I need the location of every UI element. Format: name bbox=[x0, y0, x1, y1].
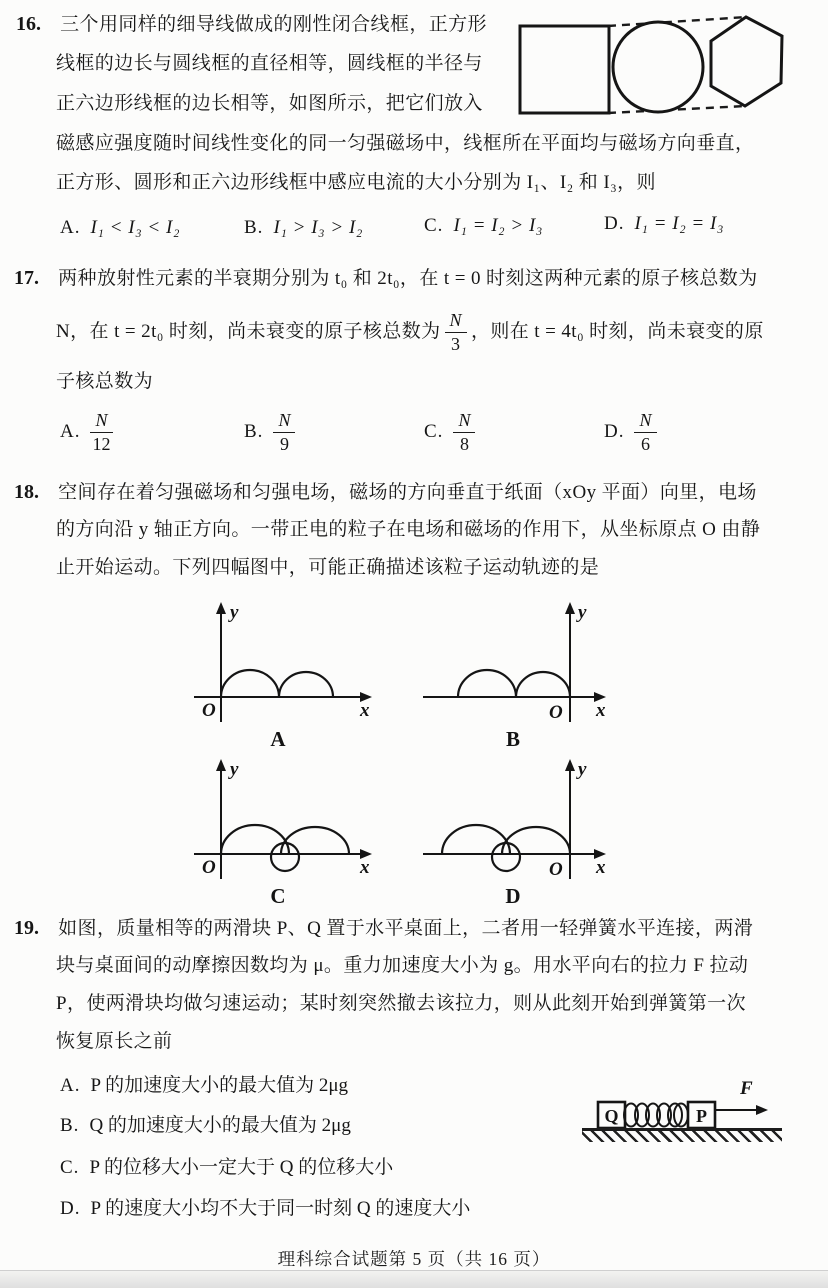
q16-option-d-formula: I₁ = I₂ = I₃ bbox=[634, 213, 724, 234]
q17-row1 bbox=[14, 266, 758, 291]
x-label: x bbox=[360, 857, 370, 878]
q19-option-d-text: P 的速度大小均不大于同一时刻 Q 的速度大小 bbox=[90, 1198, 471, 1219]
q17-line-2-post: ，则在 t = 4t₀ 时刻，尚未衰变的原 bbox=[470, 321, 764, 342]
origin-label: O bbox=[549, 859, 563, 880]
x-label: x bbox=[596, 700, 606, 721]
origin-label: O bbox=[202, 857, 216, 878]
q18-graph-b bbox=[418, 600, 610, 750]
y-axis-arrow bbox=[216, 759, 226, 771]
q19-number: 19. bbox=[14, 917, 39, 939]
q19-line-2: 块与桌面间的动摩擦因数均为 μ。重力加速度大小为 g。用水平向右的拉力 F 拉动 bbox=[56, 955, 749, 976]
x-label: x bbox=[360, 700, 370, 721]
q16-option-c-label: C. bbox=[424, 215, 444, 236]
q17-option-a-num: N bbox=[90, 410, 112, 433]
y-label: y bbox=[230, 759, 239, 780]
q17-option-a-fraction bbox=[90, 410, 112, 454]
circle-frame bbox=[613, 22, 703, 112]
q16-option-b-formula: I₁ > I₃ > I₂ bbox=[273, 217, 363, 238]
q18-graph-d bbox=[418, 757, 610, 907]
q16-row1 bbox=[16, 12, 487, 37]
q19-figure bbox=[580, 1076, 828, 1171]
q19-option-b-label: B. bbox=[60, 1115, 80, 1136]
trajectory-c-loop bbox=[271, 843, 299, 871]
q16-option-c bbox=[424, 215, 543, 237]
q16-line-3: 正六边形线框的边长相等，如图所示，把它们放入 bbox=[56, 93, 483, 114]
q19-option-c-label: C. bbox=[60, 1157, 80, 1178]
q17-option-b-den: 9 bbox=[279, 434, 289, 454]
q17-option-a-den: 12 bbox=[92, 434, 111, 454]
q16-line-1: 三个用同样的细导线做成的刚性闭合线框，正方形 bbox=[60, 14, 487, 35]
q17-option-b-num: N bbox=[273, 410, 295, 433]
q17-option-c bbox=[424, 404, 475, 460]
q17-inline-fraction-den: 3 bbox=[451, 334, 461, 354]
force-label: F bbox=[740, 1078, 753, 1099]
q18-row1 bbox=[14, 480, 757, 505]
q18-graph-c bbox=[186, 757, 378, 907]
q19-option-c-text: P 的位移大小一定大于 Q 的位移大小 bbox=[89, 1157, 394, 1178]
q16-option-c-formula: I₁ = I₂ > I₃ bbox=[453, 215, 543, 236]
q16-option-b bbox=[244, 217, 363, 239]
y-label: y bbox=[578, 759, 587, 780]
block-q-label: Q bbox=[604, 1106, 619, 1126]
q19-option-d bbox=[60, 1193, 470, 1220]
q16-line-5: 正方形、圆形和正六边形线框中感应电流的大小分别为 I₁、I₂ 和 I₃，则 bbox=[56, 172, 656, 193]
block-p-label: P bbox=[696, 1106, 707, 1126]
q19-option-a-text: P 的加速度大小的最大值为 2μg bbox=[90, 1075, 349, 1096]
page-footer: 理科综合试题第 5 页（共 16 页） bbox=[277, 1249, 551, 1269]
q18-line-3: 止开始运动。下列四幅图中，可能正确描述该粒子运动轨迹的是 bbox=[56, 557, 600, 578]
q16-option-a-label: A. bbox=[60, 217, 81, 238]
q19-option-c bbox=[60, 1152, 393, 1179]
q19-option-b bbox=[60, 1110, 351, 1137]
graph-d-letter: D bbox=[505, 884, 521, 907]
q16-option-d bbox=[604, 213, 724, 235]
q18-number: 18. bbox=[14, 481, 39, 503]
scan-bottom-strip bbox=[0, 1270, 828, 1288]
q17-option-d-label: D. bbox=[604, 421, 625, 442]
q16-line-2: 线框的边长与圆线框的直径相等，圆线框的半径与 bbox=[56, 53, 483, 74]
origin-label: O bbox=[549, 702, 563, 723]
q17-option-d-fraction bbox=[634, 410, 656, 454]
force-arrow-head bbox=[756, 1105, 768, 1115]
q19-option-b-text: Q 的加速度大小的最大值为 2μg bbox=[89, 1115, 351, 1136]
trajectory-d-loop bbox=[492, 843, 520, 871]
y-label: y bbox=[578, 602, 587, 623]
q17-line-2-pre: N，在 t = 2t₀ 时刻，尚未衰变的原子核总数为 bbox=[56, 321, 441, 342]
q17-option-d bbox=[604, 404, 657, 460]
q17-option-b-label: B. bbox=[244, 421, 264, 442]
q19-line-3: P，使两滑块均做匀速运动；某时刻突然撤去该拉力，则从此刻开始到弹簧第一次 bbox=[56, 993, 746, 1014]
q17-option-c-den: 8 bbox=[459, 434, 469, 454]
y-axis-arrow bbox=[565, 602, 575, 614]
q16-number: 16. bbox=[16, 13, 41, 35]
trajectory-d-arc2 bbox=[502, 827, 570, 854]
q17-option-a-label: A. bbox=[60, 421, 81, 442]
q18-line-1: 空间存在着匀强磁场和匀强电场，磁场的方向垂直于纸面（xOy 平面）向里，电场 bbox=[58, 482, 757, 503]
q16-option-a bbox=[60, 217, 180, 239]
trajectory-c-arc1 bbox=[221, 825, 289, 854]
q18-line-2: 的方向沿 y 轴正方向。一带正电的粒子在电场和磁场的作用下，从坐标原点 O 由静 bbox=[56, 519, 761, 540]
q17-inline-fraction bbox=[445, 310, 467, 354]
q17-option-c-fraction bbox=[453, 410, 475, 454]
q19-option-d-label: D. bbox=[60, 1198, 81, 1219]
ground-hatching bbox=[582, 1128, 782, 1142]
q17-option-a bbox=[60, 404, 113, 460]
q17-option-d-num: N bbox=[634, 410, 656, 433]
q17-option-b-fraction bbox=[273, 410, 295, 454]
trajectory-c-arc2 bbox=[281, 827, 349, 854]
square-frame bbox=[520, 26, 609, 113]
q17-line-3: 子核总数为 bbox=[56, 371, 154, 392]
q17-number: 17. bbox=[14, 267, 39, 289]
q17-option-d-den: 6 bbox=[640, 434, 650, 454]
origin-label: O bbox=[202, 700, 216, 721]
q17-option-b bbox=[244, 404, 295, 460]
q19-option-a-label: A. bbox=[60, 1075, 81, 1096]
trajectory-b bbox=[458, 670, 570, 697]
q19-line-1: 如图，质量相等的两滑块 P、Q 置于水平桌面上，二者用一轻弹簧水平连接，两滑 bbox=[58, 918, 754, 939]
q19-option-a bbox=[60, 1070, 348, 1097]
q19-line-4: 恢复原长之前 bbox=[56, 1031, 173, 1052]
q16-option-a-formula: I₁ < I₃ < I₂ bbox=[90, 217, 180, 238]
top-dashed-line bbox=[608, 17, 747, 26]
q17-option-c-num: N bbox=[453, 410, 475, 433]
q16-option-d-label: D. bbox=[604, 213, 625, 234]
q17-inline-fraction-num: N bbox=[445, 310, 467, 333]
y-axis-arrow bbox=[565, 759, 575, 771]
q17-option-c-label: C. bbox=[424, 421, 444, 442]
trajectory-a bbox=[221, 670, 333, 697]
q16-figure bbox=[512, 5, 824, 123]
graph-a-letter: A bbox=[270, 727, 286, 750]
y-label: y bbox=[230, 602, 239, 623]
y-axis-arrow bbox=[216, 602, 226, 614]
x-label: x bbox=[596, 857, 606, 878]
q19-row1 bbox=[14, 916, 753, 941]
graph-c-letter: C bbox=[270, 884, 286, 907]
trajectory-d-arc1 bbox=[442, 825, 510, 854]
q17-line-1: 两种放射性元素的半衰期分别为 t₀ 和 2t₀，在 t = 0 时刻这两种元素的原子核总数为 bbox=[58, 268, 758, 289]
q17-line-2 bbox=[56, 303, 764, 361]
graph-b-letter: B bbox=[505, 727, 521, 750]
q16-option-b-label: B. bbox=[244, 217, 264, 238]
q16-line-4: 磁感应强度随时间线性变化的同一匀强磁场中，线框所在平面均与磁场方向垂直， bbox=[56, 133, 755, 154]
q18-graph-a bbox=[186, 600, 378, 750]
hexagon-frame bbox=[711, 17, 782, 106]
